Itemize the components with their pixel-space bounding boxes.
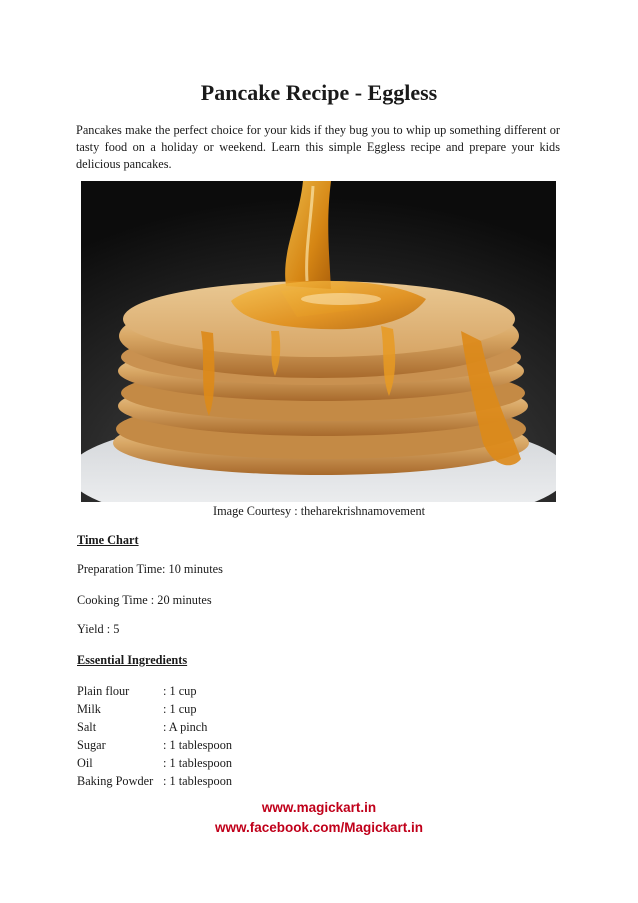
ingredient-name: Plain flour xyxy=(77,684,130,698)
ingredient-quantity: : 1 tablespoon xyxy=(163,738,232,752)
ingredient-name: Oil xyxy=(77,756,93,770)
ingredient-quantity: : A pinch xyxy=(163,720,208,734)
ingredient-name: Sugar xyxy=(77,738,106,752)
footer-facebook-link[interactable]: www.facebook.com/Magickart.in xyxy=(214,820,424,835)
ingredients-heading: Essential Ingredients xyxy=(77,653,188,667)
ingredient-quantity: : 1 cup xyxy=(163,684,197,698)
ingredient-quantity: : 1 tablespoon xyxy=(163,756,232,770)
image-caption: Image Courtesy : theharekrishnamovement xyxy=(212,504,426,518)
time-chart-heading: Time Chart xyxy=(77,533,139,547)
ingredient-name: Milk xyxy=(77,702,101,716)
preparation-time: Preparation Time: 10 minutes xyxy=(77,562,223,576)
cooking-time: Cooking Time : 20 minutes xyxy=(77,593,212,607)
yield: Yield : 5 xyxy=(77,622,120,636)
ingredient-quantity: : 1 tablespoon xyxy=(163,774,232,788)
footer-website-link[interactable]: www.magickart.in xyxy=(261,800,377,815)
pancake-photo xyxy=(81,181,556,502)
page-title: Pancake Recipe - Eggless xyxy=(200,80,438,105)
intro-paragraph: Pancakes make the perfect choice for your kids if they bug you to whip up something different or tasty food on a holiday or weekend. Learn this simple Eggless recipe and prepare your kids delicious pancakes. xyxy=(76,123,560,171)
ingredient-quantity: : 1 cup xyxy=(163,702,197,716)
ingredient-name: Baking Powder xyxy=(77,774,154,788)
ingredient-name: Salt xyxy=(77,720,97,734)
